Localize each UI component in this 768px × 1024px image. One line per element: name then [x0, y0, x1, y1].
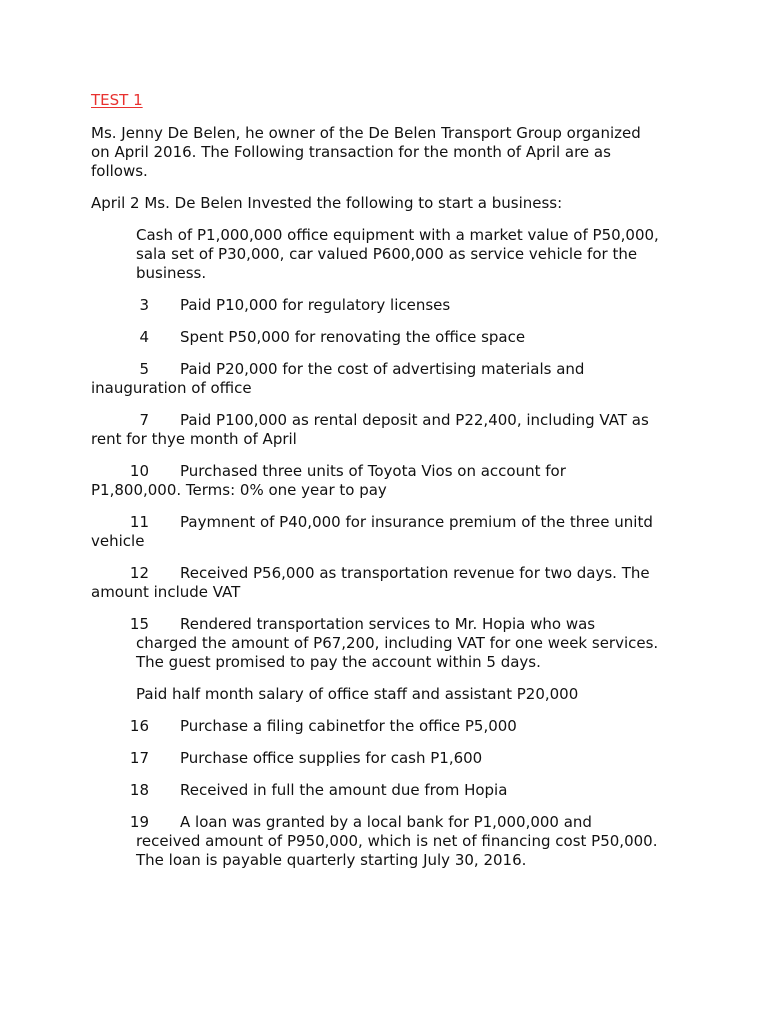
transaction-day-16 [91, 717, 517, 736]
intro-line: follows. [91, 162, 148, 180]
document-title: TEST 1 [91, 91, 143, 109]
transaction-text: vehicle [91, 532, 145, 550]
transaction-text: Paid P10,000 for regulatory licenses [180, 296, 451, 314]
transaction-day-18 [91, 781, 507, 800]
april2-detail [136, 226, 659, 283]
april2-detail-line: business. [136, 264, 207, 282]
transaction-text: Paid P100,000 as rental deposit and P22,400, including VAT as [180, 411, 649, 429]
transaction-text: inauguration of office [91, 379, 252, 397]
transaction-text: rent for thye month of April [91, 430, 297, 448]
transaction-text: The guest promised to pay the account within 5 days. [136, 653, 541, 671]
transaction-day: 10 [129, 462, 149, 480]
transaction-text: The loan is payable quarterly starting July 30, 2016. [136, 851, 527, 869]
transaction-day-12 [91, 564, 650, 602]
transaction-salary [136, 685, 578, 704]
transaction-day-3 [91, 296, 450, 315]
transaction-day: 4 [139, 328, 149, 346]
intro-paragraph [91, 124, 641, 181]
transaction-text: Spent P50,000 for renovating the office space [180, 328, 526, 346]
transaction-day-10 [91, 462, 566, 500]
transaction-day: 12 [129, 564, 149, 582]
intro-line: on April 2016. The Following transaction for the month of April are as [91, 143, 611, 161]
transaction-text: charged the amount of P67,200, including VAT for one week services. [136, 634, 659, 652]
transaction-text: Received P56,000 as transportation revenue for two days. The [180, 564, 650, 582]
transaction-text: received amount of P950,000, which is net of financing cost P50,000. [136, 832, 658, 850]
transaction-text: P1,800,000. Terms: 0% one year to pay [91, 481, 387, 499]
transaction-text: Rendered transportation services to Mr. Hopia who was [180, 615, 596, 633]
transaction-text: Purchase a filing cabinetfor the office P5,000 [180, 717, 517, 735]
transaction-day-17 [91, 749, 482, 768]
transaction-text: Purchased three units of Toyota Vios on account for [180, 462, 566, 480]
transaction-text: Received in full the amount due from Hopia [180, 781, 508, 799]
transaction-day: 3 [139, 296, 149, 314]
transaction-text: amount include VAT [91, 583, 241, 601]
transaction-day: 16 [129, 717, 149, 735]
transaction-day: 17 [129, 749, 149, 767]
transaction-day: 11 [129, 513, 149, 531]
transaction-day-4 [91, 328, 525, 347]
transaction-day-5 [91, 360, 584, 398]
transaction-text: A loan was granted by a local bank for P1,000,000 and [180, 813, 592, 831]
transaction-text: Paymnent of P40,000 for insurance premium of the three unitd [180, 513, 653, 531]
intro-line: Ms. Jenny De Belen, he owner of the De Belen Transport Group organized [91, 124, 641, 142]
transaction-text: Paid half month salary of office staff and assistant P20,000 [136, 685, 579, 703]
transaction-day: 19 [129, 813, 149, 831]
transaction-day-7 [91, 411, 649, 449]
transaction-text: Purchase office supplies for cash P1,600 [180, 749, 483, 767]
transaction-day: 15 [129, 615, 149, 633]
april2-detail-line: sala set of P30,000, car valued P600,000 as service vehicle for the [136, 245, 638, 263]
transaction-day-11 [91, 513, 653, 551]
transaction-day: 5 [139, 360, 149, 378]
transaction-day: 18 [129, 781, 149, 799]
transaction-day-15 [91, 615, 658, 672]
april2-heading: April 2 Ms. De Belen Invested the following to start a business: [91, 194, 563, 212]
transaction-text: Paid P20,000 for the cost of advertising materials and [180, 360, 585, 378]
transaction-day-19 [91, 813, 657, 870]
transaction-day: 7 [139, 411, 149, 429]
april2-detail-line: Cash of P1,000,000 office equipment with a market value of P50,000, [136, 226, 659, 244]
